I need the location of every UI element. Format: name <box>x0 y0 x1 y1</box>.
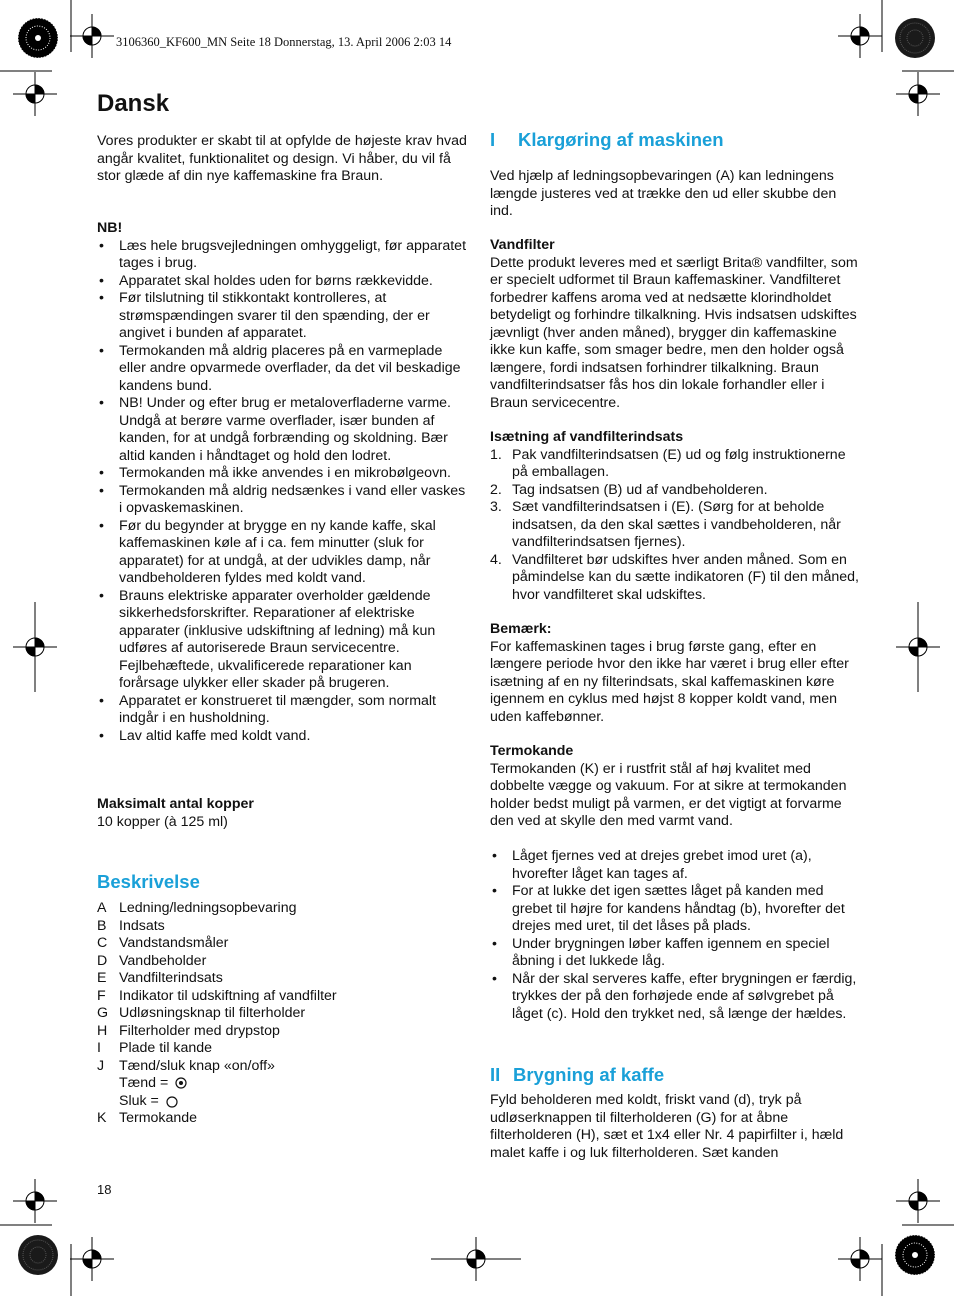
bemaerk-heading: Bemærk: <box>490 621 552 637</box>
list-item-text: Plade til kande <box>119 1040 213 1056</box>
list-item-text: Vandfilterindsats <box>119 970 223 986</box>
list-marker: D <box>97 952 108 969</box>
max-section <box>97 796 467 831</box>
section-title: Klargøring af maskinen <box>518 129 724 150</box>
list-item-text: Sluk = <box>119 1092 163 1109</box>
section-number: I <box>490 129 496 150</box>
termokande-section <box>490 743 862 831</box>
nb-heading: NB! <box>97 220 123 236</box>
isaetning-heading: Isætning af vandfilterindsats <box>490 429 684 445</box>
list-marker: 2. <box>490 481 502 498</box>
page-title: Dansk <box>97 90 170 117</box>
list-item-text: NB! Under og efter brug er metaloverfladerne varme. Undgå at berøre varme overflader, især bunden af kanden, for at undgå forbrænding og skoldning. Bær altid kanden i håndtaget og hold den lodret. <box>119 395 451 464</box>
list-item-text: Termokanden må aldrig placeres på en varmeplade eller andre opvarmede overflader, da det vil beskadige kandens bund. <box>119 342 461 394</box>
termokande-heading: Termokande <box>490 743 574 759</box>
vandfilter-heading: Vandfilter <box>490 237 555 253</box>
termokande-text: Termokanden (K) er i rustfrit stål af høj kvalitet med dobbelte vægge og vakuum. For at sikre at termokanden holder bedst muligt på varmen, er det vigtigt at forvarme den ved at skylle den med varmt vand. <box>490 760 847 829</box>
list-item-text: Før tilslutning til stikkontakt kontrolleres, at strømspændingen svarer til den spænding, der er angivet i bunden af apparatet. <box>119 290 430 341</box>
list-item <box>490 552 862 605</box>
list-marker: B <box>97 917 107 934</box>
list-item <box>97 728 467 746</box>
list-marker: K <box>97 1110 107 1126</box>
beskrivelse-heading: Beskrivelse <box>97 871 200 892</box>
star-target-icon <box>18 18 58 58</box>
klargoring-text: Ved hjælp af ledningsopbevaringen (A) kan ledningens længde justeres ved at trække den ud eller skubbe den ind. <box>490 168 837 219</box>
list-item <box>97 343 467 396</box>
list-marker: C <box>97 935 108 951</box>
list-item-text: Apparatet er konstrueret til mængder, som normalt indgår i en husholdning. <box>119 692 436 726</box>
vandfilter-section <box>490 237 862 412</box>
page-number: 18 <box>97 1182 112 1197</box>
isaetning-list <box>490 447 862 605</box>
isaetning-section <box>490 429 862 604</box>
list-item-text: Under brygningen løber kaffen igennem en speciel åbning i det lukkede låg. <box>512 935 830 969</box>
list-marker: F <box>97 987 106 1004</box>
list-item-text: Når der skal serveres kaffe, efter brygningen er færdig, trykkes der på den forhøjede ende af sølvgrebet på låget (c). Hold den trykket ned, så længe der hældes. <box>512 970 857 1022</box>
list-item-text: Filterholder med drypstop <box>119 1022 280 1039</box>
list-item <box>490 482 862 500</box>
list-item-text: Lav altid kaffe med koldt vand. <box>119 727 311 744</box>
list-item-text: Tænd/sluk knap «on/off» <box>119 1057 275 1074</box>
list-item-text: Låget fjernes ved at drejes grebet imod uret (a), hvorefter låget kan tages af. <box>512 848 812 882</box>
list-item-text: For at lukke det igen sættes låget på kanden med grebet til højre for kandens håndtag (b), hvorefter det drejes med uret, til det låses på plads. <box>512 883 845 934</box>
termokande-list <box>490 848 862 1023</box>
print-slug: 3106360_KF600_MN Seite 18 Donnerstag, 13. April 2006 2:03 14 <box>116 35 452 49</box>
list-item <box>97 588 467 693</box>
list-item <box>97 918 467 936</box>
power-off-icon <box>165 1094 179 1108</box>
list-item-text: Før du begynder at brygge en ny kande kaffe, skal kaffemaskinen køle af i ca. fem minutter (sluk for apparatet) for at undgå, at der udvikles damp, når vandbeholderen fyldes med koldt vand. <box>119 517 436 586</box>
grey-rosette-icon <box>18 1235 58 1275</box>
list-item <box>490 883 862 936</box>
list-item <box>97 1058 467 1076</box>
star-target-icon <box>895 1235 935 1275</box>
list-item <box>490 848 862 883</box>
bemaerk-section <box>490 621 862 726</box>
list-item-text: Indikator til udskiftning af vandfilter <box>119 987 337 1004</box>
list-item <box>97 1093 467 1111</box>
vandfilter-text: Dette produkt leveres med et særligt Brita® vandfilter, som er specielt udformet til Braun kaffemaskiner. Vandfilteret forbedrer kaffens aroma ved at nedsætte klorindholdet betydeligt og forhindre tilkalkning. Hvis indsatsen udskiftes jævnligt (hver anden måned), brygger din kaffemaskine ikke kun kaffe, som smager bedre, men den holder også længere, fordi indsatsen forhindrer tilkalkning. Braun vandfilterindsatser fås hos din lokale forhandler eller i Braun servicecentre. <box>490 254 858 411</box>
list-item <box>490 447 862 482</box>
list-item-text: Tænd = <box>119 1075 173 1091</box>
list-item <box>97 1005 467 1023</box>
list-item <box>97 465 467 483</box>
section-title: Brygning af kaffe <box>513 1064 665 1085</box>
list-item <box>97 935 467 953</box>
list-item <box>490 936 862 971</box>
list-item <box>97 953 467 971</box>
list-marker: I <box>97 1040 101 1056</box>
max-text: 10 kopper (à 125 ml) <box>97 813 228 830</box>
list-marker: G <box>97 1005 109 1021</box>
klargoring-heading <box>490 131 724 149</box>
list-item-text: Vandfilteret bør udskiftes hver anden måned. Som en påmindelse kan du sætte indikatoren (F) til den måned, hvor vandfilteret skal udskiftes. <box>512 551 859 603</box>
list-item-text: Termokanden må ikke anvendes i en mikrobølgeovn. <box>119 465 451 481</box>
list-item-text: Vandstandsmåler <box>119 935 229 951</box>
list-item <box>97 1110 467 1128</box>
list-item <box>97 238 467 273</box>
list-marker: H <box>97 1022 108 1039</box>
intro-paragraph: Vores produkter er skabt til at opfylde de højeste krav hvad angår kvalitet, funktionalitet og design. Vi håber, du vil få stor glæde af din nye kaffemaskine fra Braun. <box>97 133 467 184</box>
list-item <box>97 988 467 1006</box>
list-item-text: Læs hele brugsvejledningen omhyggeligt, før apparatet tages i brug. <box>119 237 467 271</box>
list-marker: J <box>97 1057 105 1074</box>
list-item <box>97 395 467 465</box>
list-item-text: Pak vandfilterindsatsen (E) ud og følg instruktionerne på emballagen. <box>512 446 846 480</box>
section-number: II <box>490 1064 501 1085</box>
list-item <box>97 693 467 728</box>
power-on-icon <box>174 1076 188 1090</box>
list-item <box>97 290 467 343</box>
list-item <box>490 499 862 552</box>
list-item <box>97 273 467 291</box>
list-item <box>490 971 862 1024</box>
list-marker: 4. <box>490 551 502 568</box>
list-item-text: Termokanden må aldrig nedsænkes i vand eller vaskes i opvaskemaskinen. <box>119 482 466 516</box>
list-item-text: Sæt vandfilterindsatsen i (E). (Sørg for at beholde indsatsen, da den skal sættes i vandbeholderen, når vandfilterindsatsen fjernes). <box>512 499 841 550</box>
list-marker: 3. <box>490 499 502 515</box>
list-item-text: Tag indsatsen (B) ud af vandbeholderen. <box>512 481 768 498</box>
nb-list <box>97 238 467 746</box>
max-heading: Maksimalt antal kopper <box>97 796 254 812</box>
nb-section <box>97 220 467 745</box>
list-item-text: Udløsningsknap til filterholder <box>119 1005 306 1021</box>
list-item-text: Indsats <box>119 917 165 934</box>
list-item-text: Termokande <box>119 1110 198 1126</box>
list-marker: A <box>97 900 107 916</box>
list-item-text: Ledning/ledningsopbevaring <box>119 900 297 916</box>
list-marker: E <box>97 970 107 986</box>
brygning-heading <box>490 1066 664 1084</box>
list-marker: 1. <box>490 446 502 463</box>
list-item <box>97 518 467 588</box>
brygning-text: Fyld beholderen med koldt, friskt vand (d), tryk på udløserknappen til filterholderen (G) for at åbne filterholderen (H), sæt et 1x4 eller Nr. 4 papirfilter i, hæld malet kaffe i og luk filterholderen. Sæt kanden <box>490 1092 844 1161</box>
list-item <box>97 900 467 918</box>
list-item-text: Apparatet skal holdes uden for børns rækkevidde. <box>119 272 433 289</box>
list-item <box>97 1023 467 1041</box>
list-item <box>97 1075 467 1093</box>
bemaerk-text: For kaffemaskinen tages i brug første gang, efter en længere periode hvor den ikke har været i brug eller efter isætning af en ny filterindsats, skal kaffemaskinen køre igennem en cyklus med højst 8 kopper koldt vand, men uden kaffebønner. <box>490 638 849 725</box>
list-item <box>97 1040 467 1058</box>
grey-rosette-icon <box>895 18 935 58</box>
list-item <box>97 483 467 518</box>
list-item-text: Vandbeholder <box>119 952 207 969</box>
beskrivelse-list <box>97 900 467 1128</box>
list-item <box>97 970 467 988</box>
list-item-text: Brauns elektriske apparater overholder gældende sikkerhedsforskrifter. Reparationer af elektriske apparater (inklusive udskiftning af ledning) må kun udføres af autoriserede Braun servicecentre. Fejlbehæftede, ukvalificerede reparationer kan forårsage ulykker eller skader på brugeren. <box>119 587 436 691</box>
